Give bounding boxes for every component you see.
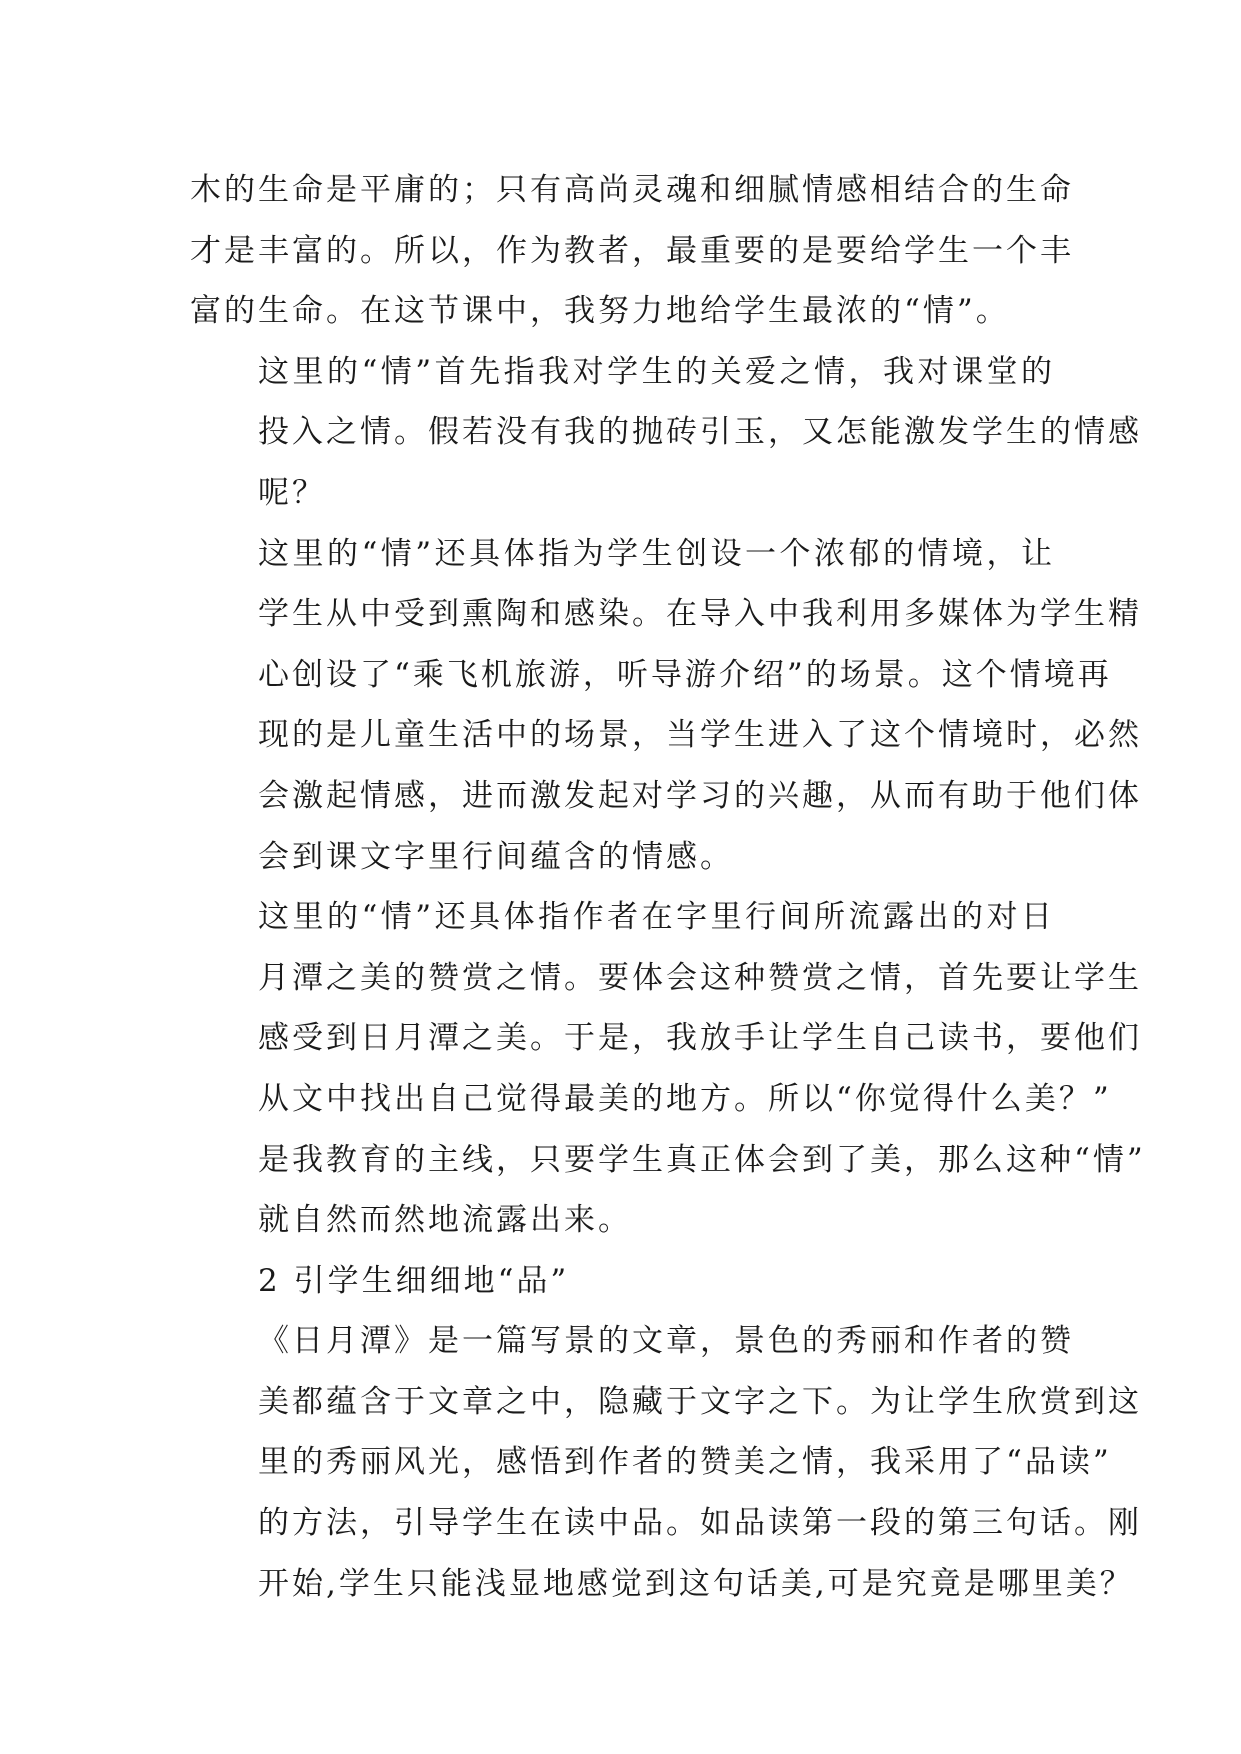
text-line: 学生从中受到熏陶和感染。在导入中我利用多媒体为学生精 xyxy=(258,596,1142,633)
text-line: 会激起情感，进而激发起对学习的兴趣，从而有助于他们体 xyxy=(258,777,1142,814)
document-body xyxy=(190,160,1146,1614)
text-line: 美都蕴含于文章之中，隐藏于文字之下。为让学生欣赏到这 xyxy=(258,1383,1142,1420)
text-line: 开始,学生只能浅显地感觉到这句话美,可是究竟是哪里美？ xyxy=(258,1565,1134,1602)
text-line: 月潭之美的赞赏之情。要体会这种赞赏之情，首先要让学生 xyxy=(258,959,1142,996)
paragraph xyxy=(190,1311,1142,1614)
text-line: 的方法，引导学生在读中品。如品读第一段的第三句话。刚 xyxy=(258,1505,1142,1542)
text-line: 感受到日月潭之美。于是，我放手让学生自己读书，要他们 xyxy=(258,1020,1142,1057)
text-line: 木的生命是平庸的；只有高尚灵魂和细腻情感相结合的生命 xyxy=(190,172,1074,208)
paragraph xyxy=(190,887,1146,1251)
text-line: 投入之情。假若没有我的抛砖引玉，又怎能激发学生的情感 xyxy=(258,414,1142,451)
text-line: 现的是儿童生活中的场景，当学生进入了这个情境时，必然 xyxy=(258,717,1142,754)
text-line: 富的生命。在这节课中，我努力地给学生最浓的“情”。 xyxy=(190,293,1010,330)
text-line: 里的秀丽风光，感悟到作者的赞美之情，我采用了“品读” xyxy=(258,1444,1112,1481)
text-line: 呢？ xyxy=(258,474,326,511)
text-line: 是我教育的主线，只要学生真正体会到了美，那么这种“情” xyxy=(258,1141,1146,1178)
paragraph xyxy=(190,342,1142,524)
text-line: 这里的“情”还具体指作者在字里行间所流露出的对日 xyxy=(258,899,1055,936)
text-line: 心创设了“乘飞机旅游，听导游介绍”的场景。这个情境再 xyxy=(258,656,1112,693)
text-line: 才是丰富的。所以，作为教者，最重要的是要给学生一个丰 xyxy=(190,232,1074,269)
paragraph xyxy=(190,160,1074,342)
text-line: 从文中找出自己觉得最美的地方。所以“你觉得什么美？” xyxy=(258,1080,1112,1117)
paragraph xyxy=(190,524,1142,888)
paragraph xyxy=(190,1251,1055,1312)
text-line: 2 引学生细细地“品” xyxy=(258,1262,570,1299)
text-line: 会到课文字里行间蕴含的情感。 xyxy=(258,838,734,875)
text-line: 就自然而然地流露出来。 xyxy=(258,1202,632,1239)
text-line: 这里的“情”还具体指为学生创设一个浓郁的情境，让 xyxy=(258,535,1055,572)
text-line: 这里的“情”首先指我对学生的关爱之情，我对课堂的 xyxy=(258,353,1055,390)
text-line: 《日月潭》是一篇写景的文章，景色的秀丽和作者的赞 xyxy=(258,1323,1074,1360)
